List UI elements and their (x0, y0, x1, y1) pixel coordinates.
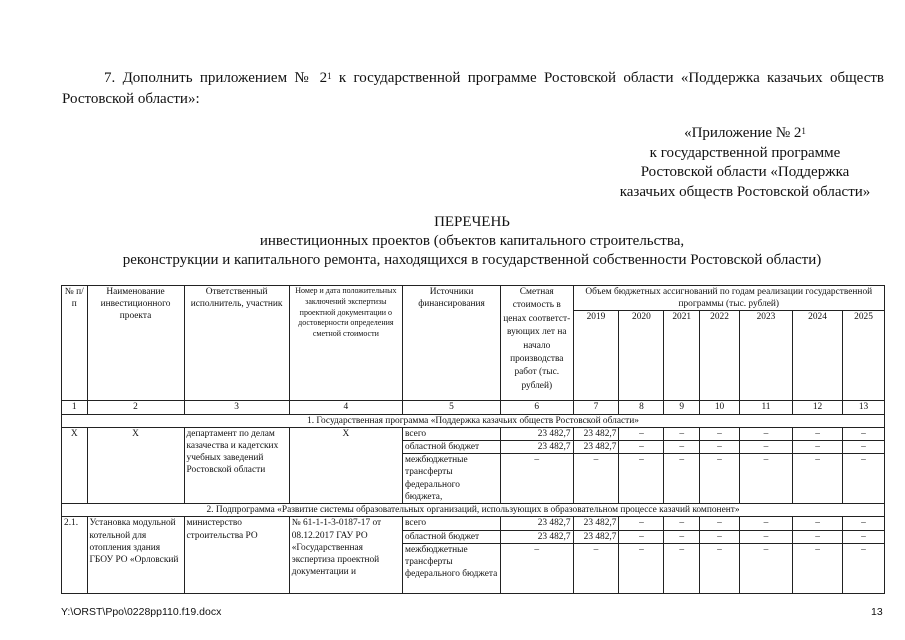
block2-name: Установка модульной котельной для отопления здания ГБОУ РО «Орловский (87, 517, 184, 593)
block2-value: – (664, 530, 700, 543)
block1-cost: – (501, 454, 573, 504)
column-number: 1 (62, 401, 88, 414)
header-expertise: Номер и дата положительных заключений экспертизы проектной документации о достоверности определения сметной стоимости (289, 286, 402, 401)
footer-file-path: Y:\ORST\Ppo\0228pp110.f19.docx (61, 606, 222, 618)
block1-source: межбюджетные трансферты федерального бюджета, (403, 454, 501, 504)
block1-2019: 23 482,7 (573, 441, 619, 454)
block1-source: областной бюджет (403, 441, 501, 454)
column-number: 7 (573, 401, 619, 414)
header-cost: Сметная стоимость в ценах соответст-вующих лет на начало производства работ (тыс. рублей) (501, 286, 573, 401)
document-title (62, 213, 882, 270)
column-number: 10 (700, 401, 740, 414)
intro-text-after: к государственной программе Ростовской области «Поддержка казачьих обществ Ростовской области»: (62, 70, 884, 107)
block1-value: – (664, 427, 700, 440)
block2-value: – (700, 530, 740, 543)
block2-cost: 23 482,7 (501, 517, 573, 530)
appendix-line4: казачьих обществ Ростовской области» (619, 183, 871, 200)
block1-value: – (700, 427, 740, 440)
column-number: 13 (843, 401, 885, 414)
header-year: 2024 (793, 311, 843, 401)
title-line2: инвестиционных проектов (объектов капитального строительства, (259, 233, 685, 249)
block1-value: – (739, 454, 792, 504)
column-number: 8 (619, 401, 664, 414)
block2-2019: 23 482,7 (573, 517, 619, 530)
column-number: 12 (793, 401, 843, 414)
block2-value: – (793, 517, 843, 530)
block1-value: – (843, 441, 885, 454)
block2-value: – (739, 517, 792, 530)
block1-value: – (700, 441, 740, 454)
header-year: 2021 (664, 311, 700, 401)
block1-expertise: Х (289, 427, 402, 503)
column-number: 4 (289, 401, 402, 414)
block1-num: Х (62, 427, 88, 503)
column-number: 2 (87, 401, 184, 414)
block2-value: – (664, 517, 700, 530)
block1-value: – (700, 454, 740, 504)
block1-cost: 23 482,7 (501, 427, 573, 440)
block1-value: – (793, 441, 843, 454)
block2-cost: 23 482,7 (501, 530, 573, 543)
block1-source: всего (403, 427, 501, 440)
block1-2019: 23 482,7 (573, 427, 619, 440)
block1-value: – (793, 427, 843, 440)
block2-value: – (739, 543, 792, 593)
block2-value: – (664, 543, 700, 593)
appendix-line2: к государственной программе (649, 144, 841, 161)
title-line3: реконструкции и капитального ремонта, находящихся в государственной собственности Ростовской области) (122, 252, 822, 268)
block1-value: – (739, 427, 792, 440)
header-year: 2022 (700, 311, 740, 401)
block2-value: – (700, 517, 740, 530)
title-heading: ПЕРЕЧЕНЬ (434, 214, 510, 230)
investment-projects-table (61, 285, 885, 594)
block1-value: – (619, 441, 664, 454)
header-name: Наименование инвестиционного проекта (87, 286, 184, 401)
intro-text-before: 7. Дополнить приложением № 2 (104, 70, 328, 86)
block2-value: – (793, 530, 843, 543)
block1-value: – (619, 454, 664, 504)
block1-cost: 23 482,7 (501, 441, 573, 454)
column-numbers-row (62, 401, 885, 414)
section2-title: 2. Подпрограмма «Развитие системы образовательных организаций, использующих в образовательном процессе казачий компонент» (62, 504, 885, 517)
block1-value: – (843, 427, 885, 440)
header-row (62, 286, 885, 311)
header-year: 2023 (739, 311, 792, 401)
block1-executor: департамент по делам казачества и кадетских учебных заведений Ростовской области (184, 427, 289, 503)
intro-paragraph (62, 68, 884, 110)
intro-superscript: 1 (327, 71, 332, 81)
block2-cost: – (501, 543, 573, 593)
block2-source: областной бюджет (403, 530, 501, 543)
appendix-superscript: 1 (801, 126, 806, 136)
block2-2019: – (573, 543, 619, 593)
block2-value: – (619, 517, 664, 530)
column-number: 9 (664, 401, 700, 414)
block1-value: – (664, 454, 700, 504)
block2-value: – (700, 543, 740, 593)
header-year: 2020 (619, 311, 664, 401)
column-number: 3 (184, 401, 289, 414)
appendix-line3: Ростовской области «Поддержка (640, 164, 850, 180)
block2-value: – (843, 530, 885, 543)
block1-value: – (793, 454, 843, 504)
block2-value: – (619, 530, 664, 543)
block1-value: – (739, 441, 792, 454)
block2-value: – (739, 530, 792, 543)
appendix-line1: «Приложение № 2 (684, 125, 802, 141)
block2-source: межбюджетные трансферты федерального бюджета (403, 543, 501, 593)
block2-value: – (843, 517, 885, 530)
block1-name: Х (87, 427, 184, 503)
column-number: 11 (739, 401, 792, 414)
block2-value: – (793, 543, 843, 593)
block1-row-total (62, 427, 885, 440)
section1-title: 1. Государственная программа «Поддержка казачьих обществ Ростовской области» (62, 414, 885, 427)
section1-row (62, 414, 885, 427)
block1-value: – (664, 441, 700, 454)
header-executor: Ответственный исполнитель, участник (184, 286, 289, 401)
block1-value: – (843, 454, 885, 504)
block2-value: – (843, 543, 885, 593)
block2-value: – (619, 543, 664, 593)
page-number: 13 (871, 606, 883, 618)
header-sources: Источники финансирования (403, 286, 501, 401)
column-number: 6 (501, 401, 573, 414)
block2-row-total (62, 517, 885, 530)
block1-value: – (619, 427, 664, 440)
header-budget: Объем бюджетных ассигнований по годам реализации государственной программы (тыс. рублей) (573, 286, 884, 311)
block2-num: 2.1. (62, 517, 88, 593)
block2-source: всего (403, 517, 501, 530)
block2-expertise: № 61-1-1-3-0187-17 от 08.12.2017 ГАУ РО «Государственная экспертиза проектной документации и (289, 517, 402, 593)
block2-2019: 23 482,7 (573, 530, 619, 543)
block1-2019: – (573, 454, 619, 504)
appendix-block (600, 124, 890, 202)
block2-executor: министерство строительства РО (184, 517, 289, 593)
column-number: 5 (403, 401, 501, 414)
header-year: 2025 (843, 311, 885, 401)
header-num: № п/п (62, 286, 88, 401)
header-year: 2019 (573, 311, 619, 401)
section2-row (62, 504, 885, 517)
